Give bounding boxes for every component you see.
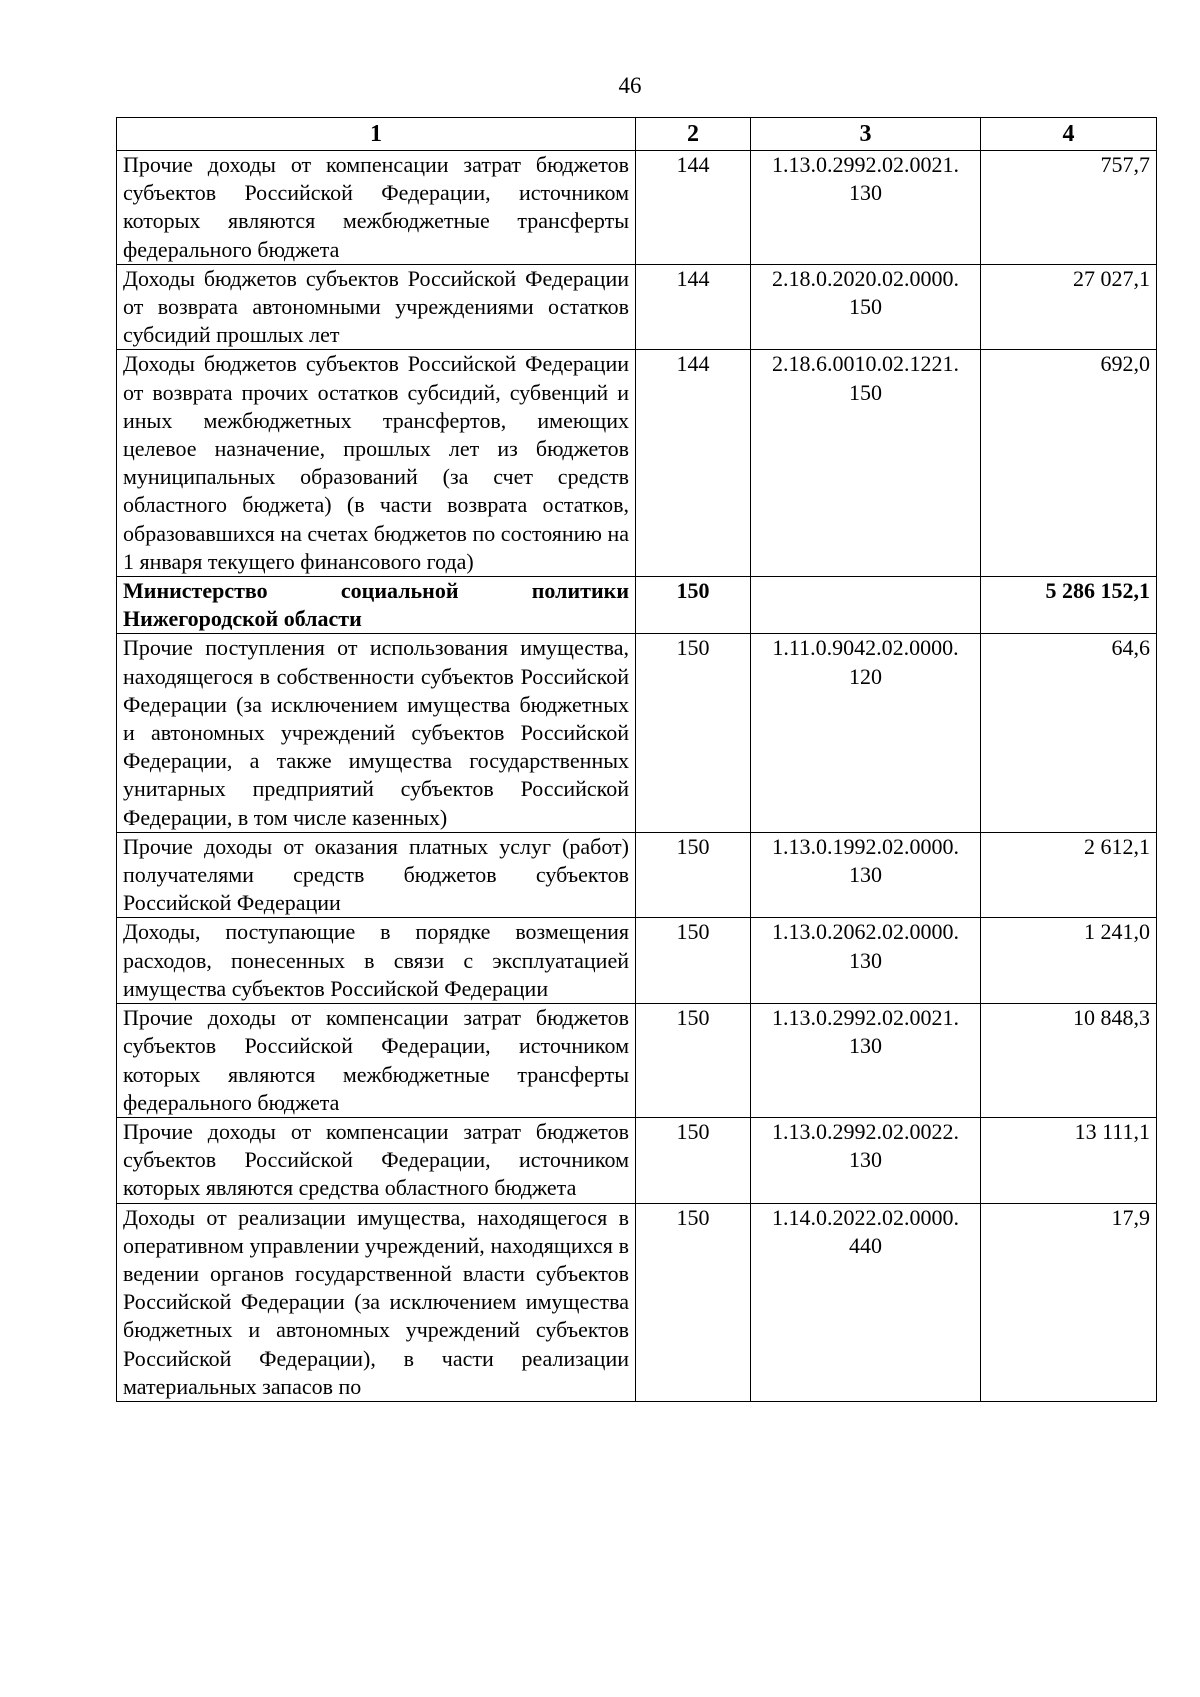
revenue-table bbox=[116, 117, 1157, 1402]
income-name-cell: Министерство социальной политики Нижегородской области bbox=[117, 577, 636, 634]
column-header-4: 4 bbox=[981, 118, 1157, 151]
admin-code-cell: 150 bbox=[636, 634, 751, 832]
budget-code-cell: 1.14.0.2022.02.0000. 440 bbox=[751, 1203, 981, 1401]
budget-code-cell: 1.11.0.9042.02.0000. 120 bbox=[751, 634, 981, 832]
admin-code-cell: 150 bbox=[636, 1117, 751, 1203]
table-body bbox=[117, 151, 1157, 1402]
budget-code-cell bbox=[751, 577, 981, 634]
table-header-row bbox=[117, 118, 1157, 151]
admin-code-cell: 144 bbox=[636, 151, 751, 265]
amount-cell: 27 027,1 bbox=[981, 264, 1157, 350]
amount-cell: 64,6 bbox=[981, 634, 1157, 832]
admin-code-cell: 150 bbox=[636, 577, 751, 634]
table-row bbox=[117, 151, 1157, 265]
amount-cell: 2 612,1 bbox=[981, 832, 1157, 918]
budget-code-cell: 1.13.0.2992.02.0021. 130 bbox=[751, 1004, 981, 1118]
table-row bbox=[117, 634, 1157, 832]
income-name-cell: Доходы бюджетов субъектов Российской Федерации от возврата автономными учреждениями остатков субсидий прошлых лет bbox=[117, 264, 636, 350]
amount-cell: 1 241,0 bbox=[981, 918, 1157, 1004]
admin-code-cell: 150 bbox=[636, 1004, 751, 1118]
budget-code-cell: 1.13.0.1992.02.0000. 130 bbox=[751, 832, 981, 918]
budget-code-cell: 2.18.0.2020.02.0000. 150 bbox=[751, 264, 981, 350]
amount-cell: 13 111,1 bbox=[981, 1117, 1157, 1203]
column-header-2: 2 bbox=[636, 118, 751, 151]
amount-cell: 757,7 bbox=[981, 151, 1157, 265]
income-name-cell: Доходы бюджетов субъектов Российской Федерации от возврата прочих остатков субсидий, субвенций и иных межбюджетных трансфертов, имеющих целевое назначение, прошлых лет из бюджетов муниципальных образований (за счет средств областного бюджета) (в части возврата остатков, образовавшихся на счетах бюджетов по состоянию на 1 января текущего финансового года) bbox=[117, 350, 636, 577]
table-row bbox=[117, 918, 1157, 1004]
amount-cell: 10 848,3 bbox=[981, 1004, 1157, 1118]
amount-cell: 17,9 bbox=[981, 1203, 1157, 1401]
table-row bbox=[117, 264, 1157, 350]
income-name-cell: Прочие доходы от компенсации затрат бюджетов субъектов Российской Федерации, источником которых являются межбюджетные трансферты федерального бюджета bbox=[117, 151, 636, 265]
income-name-cell: Прочие доходы от компенсации затрат бюджетов субъектов Российской Федерации, источником которых являются средства областного бюджета bbox=[117, 1117, 636, 1203]
table-row bbox=[117, 832, 1157, 918]
budget-code-cell: 1.13.0.2062.02.0000. 130 bbox=[751, 918, 981, 1004]
column-header-3: 3 bbox=[751, 118, 981, 151]
admin-code-cell: 144 bbox=[636, 264, 751, 350]
income-name-cell: Прочие доходы от оказания платных услуг (работ) получателями средств бюджетов субъектов Российской Федерации bbox=[117, 832, 636, 918]
amount-cell: 692,0 bbox=[981, 350, 1157, 577]
table-row bbox=[117, 1004, 1157, 1118]
page-number: 46 bbox=[618, 73, 642, 98]
income-name-cell: Доходы от реализации имущества, находящегося в оперативном управлении учреждений, находящихся в ведении органов государственной власти субъектов Российской Федерации (за исключением имущества бюджетных и автономных учреждений субъектов Российской Федерации), в части реализации материальных запасов по bbox=[117, 1203, 636, 1401]
admin-code-cell: 150 bbox=[636, 918, 751, 1004]
admin-code-cell: 144 bbox=[636, 350, 751, 577]
table-row bbox=[117, 1117, 1157, 1203]
admin-code-cell: 150 bbox=[636, 832, 751, 918]
table-row bbox=[117, 350, 1157, 577]
budget-code-cell: 1.13.0.2992.02.0021. 130 bbox=[751, 151, 981, 265]
column-header-1: 1 bbox=[117, 118, 636, 151]
income-name-cell: Доходы, поступающие в порядке возмещения расходов, понесенных в связи с эксплуатацией имущества субъектов Российской Федерации bbox=[117, 918, 636, 1004]
income-name-cell: Прочие поступления от использования имущества, находящегося в собственности субъектов Российской Федерации (за исключением имущества бюджетных и автономных учреждений субъектов Российской Федерации, а также имущества государственных унитарных предприятий субъектов Российской Федерации, в том числе казенных) bbox=[117, 634, 636, 832]
table-row bbox=[117, 577, 1157, 634]
income-name-cell: Прочие доходы от компенсации затрат бюджетов субъектов Российской Федерации, источником которых являются межбюджетные трансферты федерального бюджета bbox=[117, 1004, 636, 1118]
admin-code-cell: 150 bbox=[636, 1203, 751, 1401]
budget-code-cell: 2.18.6.0010.02.1221. 150 bbox=[751, 350, 981, 577]
amount-cell: 5 286 152,1 bbox=[981, 577, 1157, 634]
table-row bbox=[117, 1203, 1157, 1401]
budget-code-cell: 1.13.0.2992.02.0022. 130 bbox=[751, 1117, 981, 1203]
